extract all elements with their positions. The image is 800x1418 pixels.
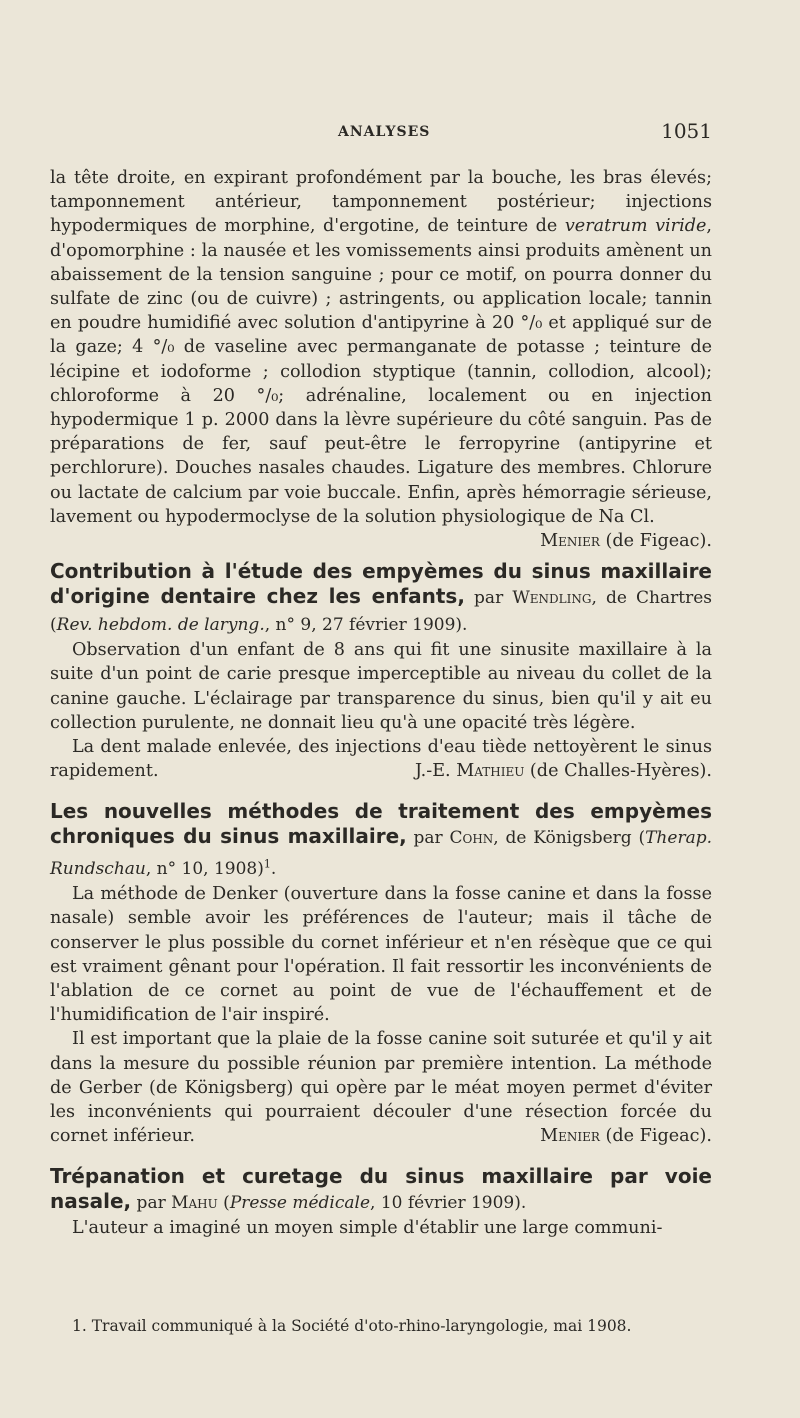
page-header — [50, 121, 712, 145]
article-title-contribution: Contribution à l'étude des empyèmes du sinus maxillaire d'origine dentaire chez les enfants, par Wendling, de Chartres (Rev. hebdom. de laryng., n° 9, 27 février 1909). — [50, 559, 712, 636]
article2-paragraph-2: Il est important que la plaie de la fosse canine soit suturée et qu'il y ait dans la mesure du possible réunion par première intention. La méthode de Gerber (de Königsberg) qui opère par le méat moyen permet d'éviter les inconvénients qui pourraient découler d'une résection forcée du cornet inférieur. Menier (de Figeac). — [50, 1029, 712, 1147]
footnote-ref: 1 — [263, 857, 271, 871]
article-title-nouvelles-methodes: Les nouvelles méthodes de traitement des empyèmes chroniques du sinus maxillaire, par Cohn, de Königsberg (Therap. Rundschau, n° 10, 1908)$^1$. — [50, 799, 712, 880]
article-title-trepanation: Trépanation et curetage du sinus maxillaire par voie nasale, par Mahu (Presse médicale, 10 février 1909). — [50, 1164, 712, 1214]
article2-paragraph-1: La méthode de Denker (ouverture dans la fosse canine et dans la fosse nasale) semble avoir les préférences de l'auteur; mais il tâche de conserver le plus possible du cornet inférieur et n'en résèque que ce qui est vraiment gênant pour l'opération. Il fait ressortir les inconvénients de l'ablation de ce cornet au point de vue de l'échauffement et de l'humidification de l'air inspiré. — [50, 884, 712, 1026]
running-title: ANALYSES — [338, 124, 431, 140]
footnote: 1. Travail communiqué à la Société d'oto-rhino-laryngologie, mai 1908. — [72, 1317, 632, 1335]
page-body — [50, 166, 712, 1241]
article1-paragraph-2: La dent malade enlevée, des injections d'eau tiède nettoyèrent le sinus rapidement. J.-E. Mathieu (de Challes-Hyères). — [50, 737, 712, 782]
article3-paragraph-1: L'auteur a imaginé un moyen simple d'établir une large communi- — [72, 1218, 663, 1239]
continuation-paragraph: la tête droite, en expirant profondément par la bouche, les bras élevés; tamponnement antérieur, tamponnement postérieur; injections hypodermiques de morphine, d'ergotine, de teinture de veratrum viride, d'opomorphine : la nausée et les vomissements ainsi produits amènent un abaissement de la tension sanguine ; pour ce motif, on pourra donner du sulfate de zinc (ou de cuivre) ; astringents, ou application locale; tannin en poudre humidifié avec solution d'antipyrine à 20 °/₀ et appliqué sur de la gaze; 4 °/₀ de vaseline avec permanganate de potasse ; teinture de lécipine et iodoforme ; collodion styptique (tannin, collodion, alcool); chloroforme à 20 °/₀; adrénaline, localement ou en injection hypodermique 1 p. 2000 dans la lèvre supérieure du côté sanguin. Pas de préparations de fer, sauf peut-être le ferropyrine (antipyrine et perchlorure). Douches nasales chaudes. Ligature des membres. Chlorure ou lactate de calcium par voie buccale. Enfin, après hémorragie sérieuse, lavement ou hypodermoclyse de la solution physiologique de Na Cl. — [50, 168, 712, 527]
article1-paragraph-1: Observation d'un enfant de 8 ans qui fit une sinusite maxillaire à la suite d'un point de carie presque imperceptible au niveau du collet de la canine gauche. L'éclairage par transparence du sinus, bien qu'il y ait eu collection purulente, ne donnait lieu qu'à une opacité très légère. — [50, 640, 712, 733]
page-number: 1051 — [661, 119, 712, 143]
signature-menier-1: Menier (de Figeac). — [540, 531, 712, 552]
